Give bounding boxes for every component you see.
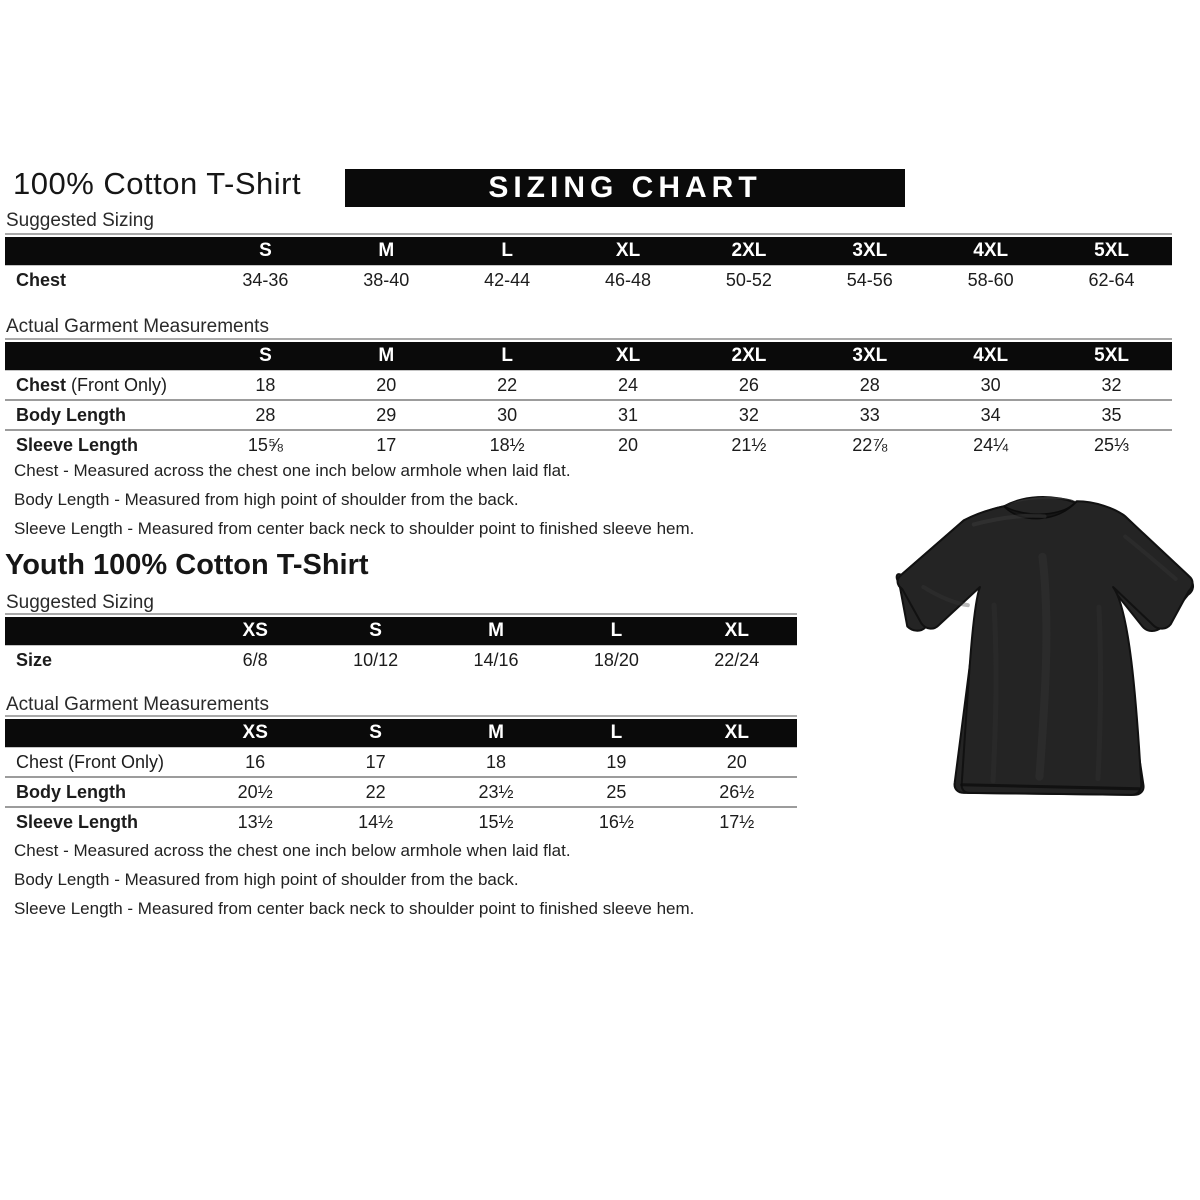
measurement-value: 46-48 xyxy=(605,269,652,290)
row-label: Body Length xyxy=(16,404,126,425)
measurement-value: 15½ xyxy=(478,811,514,832)
measurement-value: 28 xyxy=(255,404,276,425)
table-row xyxy=(5,399,1172,429)
measurement-value: 26½ xyxy=(719,781,755,802)
size-column-header: M xyxy=(488,620,504,641)
adult-measurement-notes xyxy=(14,462,814,549)
adult-suggested-sizing-table xyxy=(5,233,1172,294)
row-label: Sleeve Length xyxy=(16,811,139,832)
size-column-header: M xyxy=(378,345,395,366)
measurement-value: 22 xyxy=(497,374,518,395)
youth-suggested-sizing-label: Suggested Sizing xyxy=(6,592,154,613)
size-column-header: M xyxy=(488,722,504,743)
measurement-value: 20 xyxy=(618,434,639,455)
measurement-value: 54-56 xyxy=(846,269,893,290)
size-column-header: S xyxy=(369,620,382,641)
table-row xyxy=(5,646,797,674)
measurement-value: 24¼ xyxy=(973,434,1009,455)
row-label: Body Length xyxy=(16,781,126,802)
row-label: Chest (Front Only) xyxy=(16,374,168,395)
size-column-header: L xyxy=(501,240,513,261)
measurement-value: 30 xyxy=(497,404,518,425)
size-column-header: XS xyxy=(242,620,268,641)
row-label: Size xyxy=(16,649,53,670)
size-column-header: M xyxy=(378,240,395,261)
note-chest: Chest - Measured across the chest one inch below armhole when laid flat. xyxy=(14,461,571,480)
size-column-header: L xyxy=(501,345,513,366)
size-column-header: S xyxy=(259,345,272,366)
measurement-value: 17 xyxy=(365,751,386,772)
note-chest: Chest - Measured across the chest one inch below armhole when laid flat. xyxy=(14,841,571,860)
measurement-value: 29 xyxy=(376,404,397,425)
note-body-length: Body Length - Measured from high point of shoulder from the back. xyxy=(14,490,519,509)
table-row xyxy=(5,748,797,776)
measurement-value: 31 xyxy=(618,404,639,425)
measurement-value: 22/24 xyxy=(714,649,760,670)
measurement-value: 18/20 xyxy=(593,649,639,670)
measurement-value: 16 xyxy=(245,751,266,772)
size-column-header: S xyxy=(369,722,382,743)
row-label: Chest (Front Only) xyxy=(16,751,165,772)
size-column-header: 2XL xyxy=(731,345,767,366)
measurement-value: 28 xyxy=(859,374,880,395)
measurement-value: 15⅝ xyxy=(247,434,283,455)
measurement-value: 20 xyxy=(376,374,397,395)
measurement-value: 18 xyxy=(255,374,276,395)
youth-suggested-sizing-table xyxy=(5,613,797,674)
size-column-header: XL xyxy=(615,240,641,261)
measurement-value: 19 xyxy=(606,751,627,772)
size-column-header: XS xyxy=(242,722,268,743)
size-column-header: 3XL xyxy=(852,240,888,261)
size-column-header: XL xyxy=(724,722,749,743)
youth-actual-measurements-label: Actual Garment Measurements xyxy=(6,694,269,715)
measurement-value: 58-60 xyxy=(967,269,1014,290)
sizing-chart-banner-text: SIZING CHART xyxy=(488,171,762,204)
measurement-value: 32 xyxy=(1101,374,1122,395)
size-column-header: 3XL xyxy=(852,345,888,366)
note-body-length: Body Length - Measured from high point of shoulder from the back. xyxy=(14,870,519,889)
measurement-value: 32 xyxy=(738,404,759,425)
measurement-value: 35 xyxy=(1101,404,1122,425)
measurement-value: 10/12 xyxy=(353,649,399,670)
measurement-value: 17 xyxy=(376,434,397,455)
measurement-value: 25 xyxy=(606,781,627,802)
measurement-value: 21½ xyxy=(731,434,767,455)
measurement-value: 34 xyxy=(980,404,1001,425)
row-label: Sleeve Length xyxy=(16,434,139,455)
measurement-value: 14½ xyxy=(358,811,394,832)
measurement-value: 26 xyxy=(738,374,759,395)
size-column-header: XL xyxy=(724,620,749,641)
measurement-value: 62-64 xyxy=(1088,269,1135,290)
table-header-row xyxy=(5,617,797,646)
tshirt-photo xyxy=(891,474,1199,810)
measurement-value: 34-36 xyxy=(242,269,289,290)
page-title: 100% Cotton T-Shirt xyxy=(13,166,302,201)
table-row xyxy=(5,429,1172,459)
adult-actual-measurements-label: Actual Garment Measurements xyxy=(6,316,269,337)
table-header-row xyxy=(5,342,1172,371)
table-row xyxy=(5,371,1172,399)
note-sleeve-length: Sleeve Length - Measured from center back neck to shoulder point to finished sleeve hem. xyxy=(14,899,695,918)
measurement-value: 20½ xyxy=(237,781,273,802)
measurement-value: 50-52 xyxy=(725,269,772,290)
adult-actual-measurements-table xyxy=(5,338,1172,459)
table-row xyxy=(5,776,797,806)
measurement-value: 6/8 xyxy=(242,649,268,670)
measurement-value: 18½ xyxy=(489,434,525,455)
youth-section-title: Youth 100% Cotton T-Shirt xyxy=(5,549,369,581)
size-column-header: 4XL xyxy=(973,240,1009,261)
table-row xyxy=(5,806,797,836)
youth-measurement-notes xyxy=(14,842,814,929)
table-header-row xyxy=(5,237,1172,266)
measurement-value: 33 xyxy=(859,404,880,425)
youth-actual-measurements-table xyxy=(5,715,797,836)
measurement-value: 13½ xyxy=(237,811,273,832)
measurement-value: 14/16 xyxy=(473,649,519,670)
row-label: Chest xyxy=(16,269,67,290)
size-column-header: 2XL xyxy=(731,240,767,261)
measurement-value: 18 xyxy=(485,751,506,772)
measurement-value: 24 xyxy=(618,374,639,395)
measurement-value: 25⅓ xyxy=(1094,434,1130,455)
measurement-value: 42-44 xyxy=(484,269,531,290)
measurement-value: 16½ xyxy=(598,811,634,832)
measurement-value: 22⅞ xyxy=(852,434,888,455)
size-column-header: 5XL xyxy=(1094,345,1129,366)
sizing-chart-banner xyxy=(345,169,905,207)
table-row xyxy=(5,266,1172,294)
size-column-header: 5XL xyxy=(1094,240,1129,261)
measurement-value: 22 xyxy=(365,781,386,802)
measurement-value: 17½ xyxy=(719,811,755,832)
size-column-header: L xyxy=(610,620,623,641)
black-tshirt-illustration xyxy=(891,474,1199,810)
measurement-value: 38-40 xyxy=(363,269,410,290)
measurement-value: 20 xyxy=(726,751,747,772)
table-header-row xyxy=(5,719,797,748)
size-column-header: XL xyxy=(615,345,641,366)
measurement-value: 30 xyxy=(980,374,1001,395)
size-column-header: S xyxy=(259,240,272,261)
adult-suggested-sizing-label: Suggested Sizing xyxy=(6,210,154,231)
size-column-header: L xyxy=(610,722,623,743)
size-column-header: 4XL xyxy=(973,345,1009,366)
measurement-value: 23½ xyxy=(478,781,514,802)
note-sleeve-length: Sleeve Length - Measured from center back neck to shoulder point to finished sleeve hem. xyxy=(14,519,695,538)
